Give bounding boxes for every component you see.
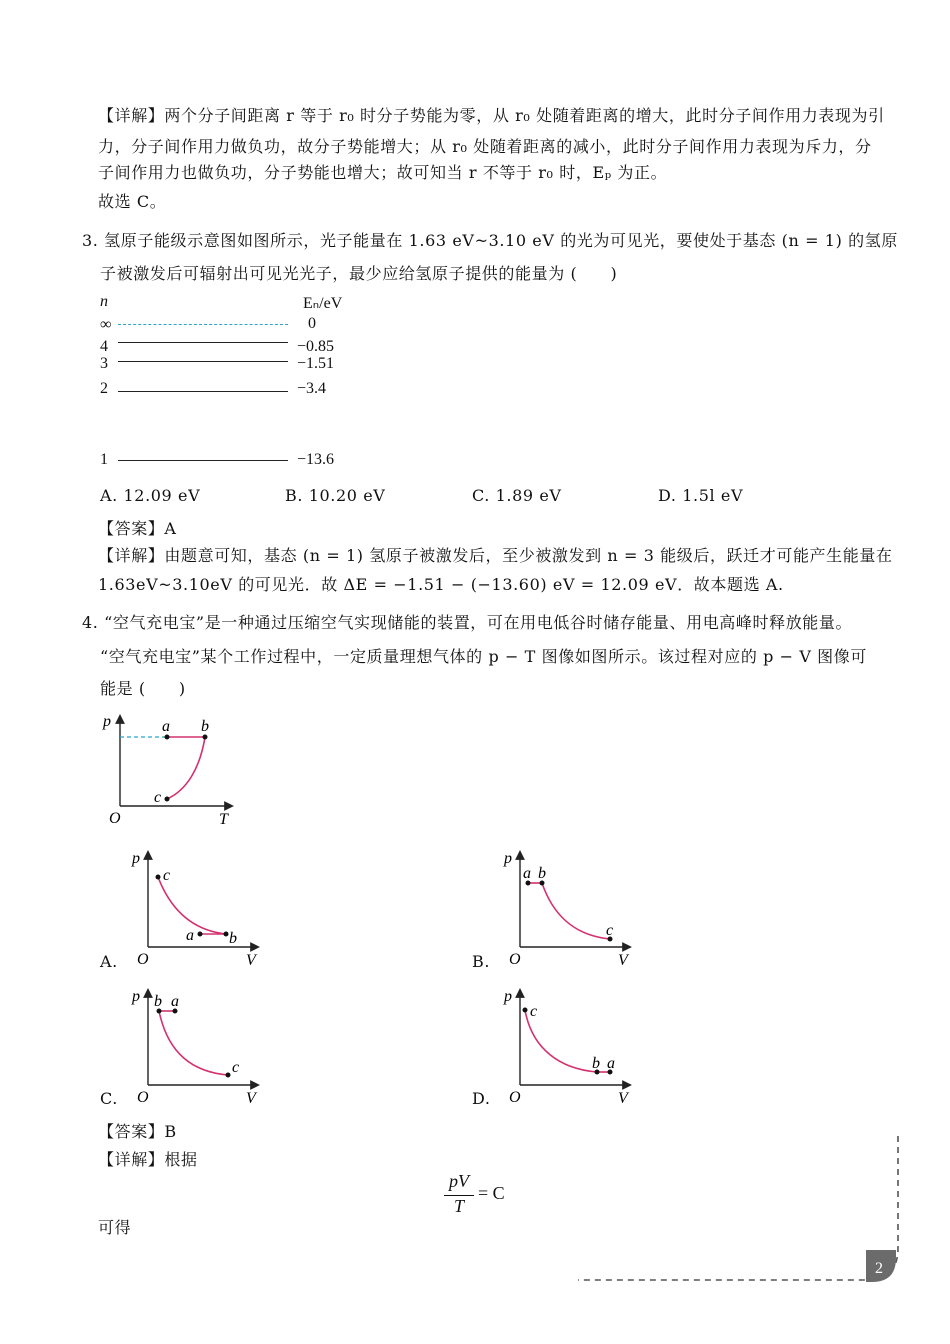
q4-after-text: 可得	[98, 1218, 132, 1237]
q2-detail-line2: 力，分子间作用力做负功，故分子势能增大；从 r₀ 处随着距离的减小，此时分子间作用力表现为斥力，分	[98, 137, 872, 156]
a-origin-label: O	[137, 951, 149, 968]
level-line-inf	[118, 324, 288, 325]
b-v-label: V	[618, 952, 628, 969]
option-c-graph	[128, 984, 268, 1109]
q4-option-d-label: D.	[472, 1089, 491, 1108]
pt-origin-label: O	[109, 810, 121, 827]
pt-a-label: a	[162, 718, 170, 735]
c-point-c: c	[232, 1059, 240, 1076]
q3-option-d: D. 1.5l eV	[658, 486, 744, 505]
page-number: 2	[875, 1260, 883, 1277]
q4-option-a-label: A.	[100, 952, 118, 971]
q4-stem-line1: 4. “空气充电宝”是一种通过压缩空气实现储能的装置，可在用电低谷时储存能量、用电高峰时释放能量。	[82, 613, 853, 632]
level-n-4: 4	[100, 338, 108, 355]
d-point-c: c	[530, 1003, 538, 1020]
q3-option-c: C. 1.89 eV	[472, 486, 562, 505]
level-line-3	[118, 361, 288, 362]
q4-stem-line3: 能是 ( )	[100, 679, 186, 698]
pt-b-label: b	[201, 718, 209, 735]
q4-option-b-label: B.	[472, 952, 491, 971]
b-p-label: p	[504, 850, 512, 867]
level-line-4	[118, 342, 288, 343]
pt-bc-curve	[167, 737, 205, 799]
q3-option-b: B. 10.20 eV	[285, 486, 386, 505]
level-line-1	[118, 460, 288, 461]
q4-detail: 【详解】根据	[98, 1150, 198, 1169]
level-n-1: 1	[100, 451, 108, 468]
c-point-a: a	[171, 993, 179, 1010]
c-point-b: b	[154, 993, 162, 1010]
a-point-c: c	[163, 867, 171, 884]
c-v-label: V	[246, 1090, 256, 1107]
formula-rhs: = C	[478, 1183, 505, 1203]
q4-answer: 【答案】B	[98, 1122, 177, 1141]
level-n-3: 3	[100, 355, 108, 372]
level-e-3: −1.51	[297, 355, 335, 372]
b-origin-label: O	[509, 951, 521, 968]
a-point-b: b	[229, 930, 237, 947]
option-a-graph	[128, 846, 268, 971]
q4-option-c-label: C.	[100, 1089, 118, 1108]
b-point-a: a	[523, 865, 531, 882]
q2-detail-line3: 子间作用力也做负功，分子势能也增大；故可知当 r 不等于 r₀ 时，Eₚ 为正。	[98, 163, 668, 182]
b-point-b: b	[538, 865, 546, 882]
q3-stem-line2: 子被激发后可辐射出可见光光子，最少应给氢原子提供的能量为 ( )	[100, 264, 618, 283]
page-corner-decoration	[570, 1130, 910, 1290]
formula-numerator: pV	[449, 1171, 469, 1191]
level-line-2	[118, 391, 288, 392]
q3-answer: 【答案】A	[98, 519, 177, 538]
d-p-label: p	[504, 988, 512, 1005]
level-n-inf: ∞	[100, 316, 112, 333]
level-n-2: 2	[100, 380, 108, 397]
level-e-4: −0.85	[297, 338, 335, 355]
q3-stem-line1: 3. 氢原子能级示意图如图所示，光子能量在 1.63 eV~3.10 eV 的光为可见光，要使处于基态 (n = 1) 的氢原	[82, 231, 898, 250]
q3-detail-line2: 1.63eV~3.10eV 的可见光．故 ΔE = −1.51 − (−13.60) eV = 12.09 eV．故本题选 A.	[98, 575, 784, 594]
c-origin-label: O	[137, 1089, 149, 1106]
a-point-a: a	[186, 927, 194, 944]
c-p-label: p	[132, 988, 140, 1005]
q3-detail-line1: 【详解】由题意可知，基态 (n = 1) 氢原子被激发后，至少被激发到 n = 3 能级后，跃迁才可能产生能量在	[98, 546, 893, 565]
energy-header: Eₙ/eV	[303, 295, 343, 312]
pt-point-a	[165, 735, 170, 740]
pt-graph	[95, 708, 255, 833]
q3-option-a: A. 12.09 eV	[100, 486, 201, 505]
level-e-2: −3.4	[297, 380, 327, 397]
pt-point-c	[165, 797, 170, 802]
q2-detail-line1: 【详解】两个分子间距离 r 等于 r₀ 时分子势能为零，从 r₀ 处随着距离的增大，此时分子间作用力表现为引	[98, 106, 885, 125]
d-point-b: b	[592, 1055, 600, 1072]
a-v-label: V	[246, 952, 256, 969]
a-p-label: p	[132, 850, 140, 867]
b-point-c: c	[606, 922, 614, 939]
d-origin-label: O	[509, 1089, 521, 1106]
pt-t-label: T	[219, 811, 228, 828]
pt-p-label: p	[103, 713, 111, 730]
level-e-1: −13.6	[297, 451, 335, 468]
pt-point-b	[203, 735, 208, 740]
pt-c-label: c	[154, 789, 162, 806]
q2-conclusion: 故选 C。	[98, 192, 167, 211]
option-b-graph	[500, 846, 640, 971]
d-point-a: a	[607, 1055, 615, 1072]
formula-denominator: T	[453, 1196, 464, 1216]
n-header: n	[100, 293, 108, 310]
q4-stem-line2: “空气充电宝”某个工作过程中，一定质量理想气体的 p − T 图像如图所示。该过程对应的 p − V 图像可	[100, 647, 867, 666]
level-e-inf: 0	[308, 315, 316, 332]
option-d-graph	[500, 984, 640, 1109]
d-v-label: V	[618, 1090, 628, 1107]
